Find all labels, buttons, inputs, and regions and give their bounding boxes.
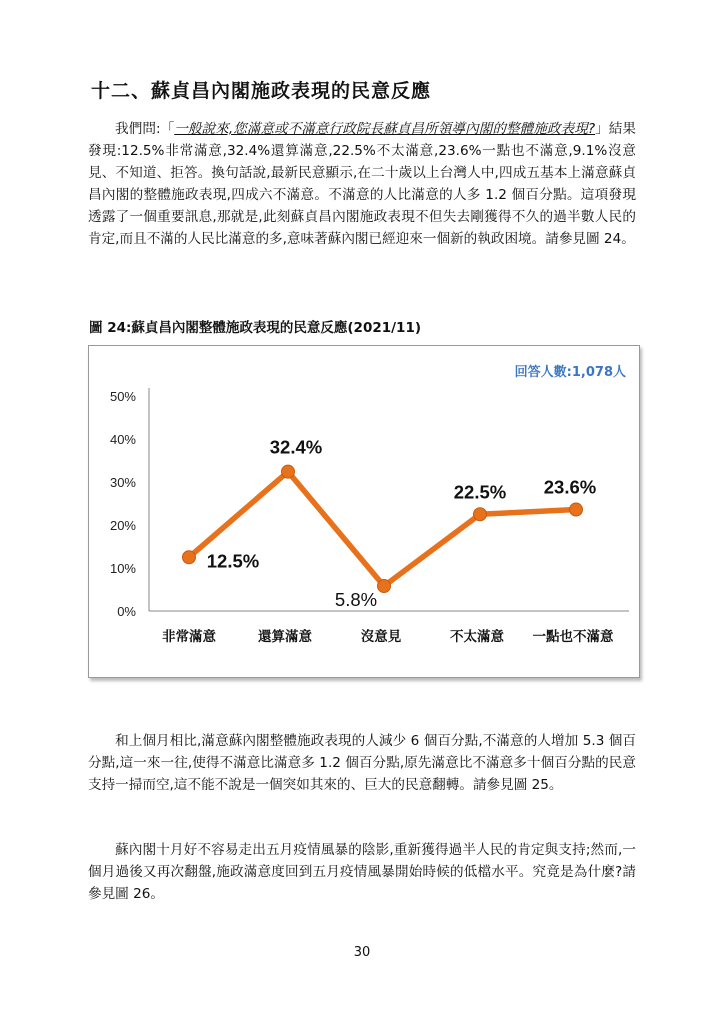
p3-text: 蘇內閣十月好不容易走出五月疫情風暴的陰影,重新獲得過半人民的肯定與支持;然而,一個月過後又再次翻盤,施政滿意度回到五月疫情風暴開始時候的低檔水平。究竟是為什麼?請參見圖 26。 — [88, 842, 636, 902]
data-point — [282, 465, 295, 478]
x-category-label: 還算滿意 — [258, 629, 312, 645]
y-tick-label: 50% — [109, 389, 136, 404]
data-label: 5.8% — [334, 589, 378, 611]
survey-question: 一般說來,您滿意或不滿意行政院長蘇貞昌所領導內閣的整體施政表現? — [174, 121, 596, 137]
data-label: 22.5% — [453, 481, 507, 503]
data-label: 12.5% — [206, 550, 260, 572]
paragraph-3 — [88, 839, 636, 905]
p1-prefix: 我們問:「 — [115, 121, 175, 137]
figure-caption: 圖 24:蘇貞昌內閣整體施政表現的民意反應(2021/11) — [89, 320, 422, 336]
data-point — [474, 508, 487, 521]
x-category-label: 一點也不滿意 — [532, 629, 614, 645]
x-category-label: 不太滿意 — [450, 629, 504, 645]
paragraph-2 — [88, 730, 636, 796]
p1-body: 」結果發現:12.5%非常滿意,32.4%還算滿意,22.5%不太滿意,23.6%一點也不滿意,9.1%沒意見、不知道、拒答。換句話說,最新民意顯示,在二十歲以上台灣人中,四成五基本上滿意蘇貞昌內閣的整體施政表現,四成六不滿意。不滿意的人比滿意的人多 1.2 個百分點。這項發現透露了一個重要訊息,那就是,此刻蘇貞昌內閣施政表現不但失去剛獲得不久的過半數人民的肯定,而且不滿的人民比滿意的多,意味著蘇內閣已經迎來一個新的執政困境。請參見圖 24。 — [88, 121, 636, 247]
x-category-label: 非常滿意 — [162, 629, 216, 645]
y-tick-label: 0% — [117, 604, 136, 619]
data-point — [183, 551, 196, 564]
page-number: 30 — [353, 945, 371, 960]
data-label: 23.6% — [543, 476, 597, 498]
data-point — [570, 503, 583, 516]
x-category-label: 沒意見 — [360, 629, 402, 645]
data-label: 32.4% — [269, 436, 323, 458]
y-tick-label: 10% — [109, 561, 136, 576]
y-tick-label: 20% — [109, 518, 136, 533]
chart-container — [88, 345, 640, 678]
section-heading: 十二、蘇貞昌內閣施政表現的民意反應 — [91, 80, 432, 102]
line-chart — [89, 346, 639, 677]
data-point — [378, 580, 391, 593]
respondent-count-annotation: 回答人數:1,078人 — [514, 365, 626, 380]
paragraph-1 — [88, 118, 636, 250]
y-tick-label: 30% — [109, 475, 136, 490]
p2-text: 和上個月相比,滿意蘇內閣整體施政表現的人減少 6 個百分點,不滿意的人增加 5.3 個百分點,這一來一往,使得不滿意比滿意多 1.2 個百分點,原先滿意比不滿意多十個百分點的民意支持一掃而空,這不能不說是一個突如其來的、巨大的民意翻轉。請參見圖 25。 — [88, 733, 636, 793]
y-tick-label: 40% — [109, 432, 136, 447]
